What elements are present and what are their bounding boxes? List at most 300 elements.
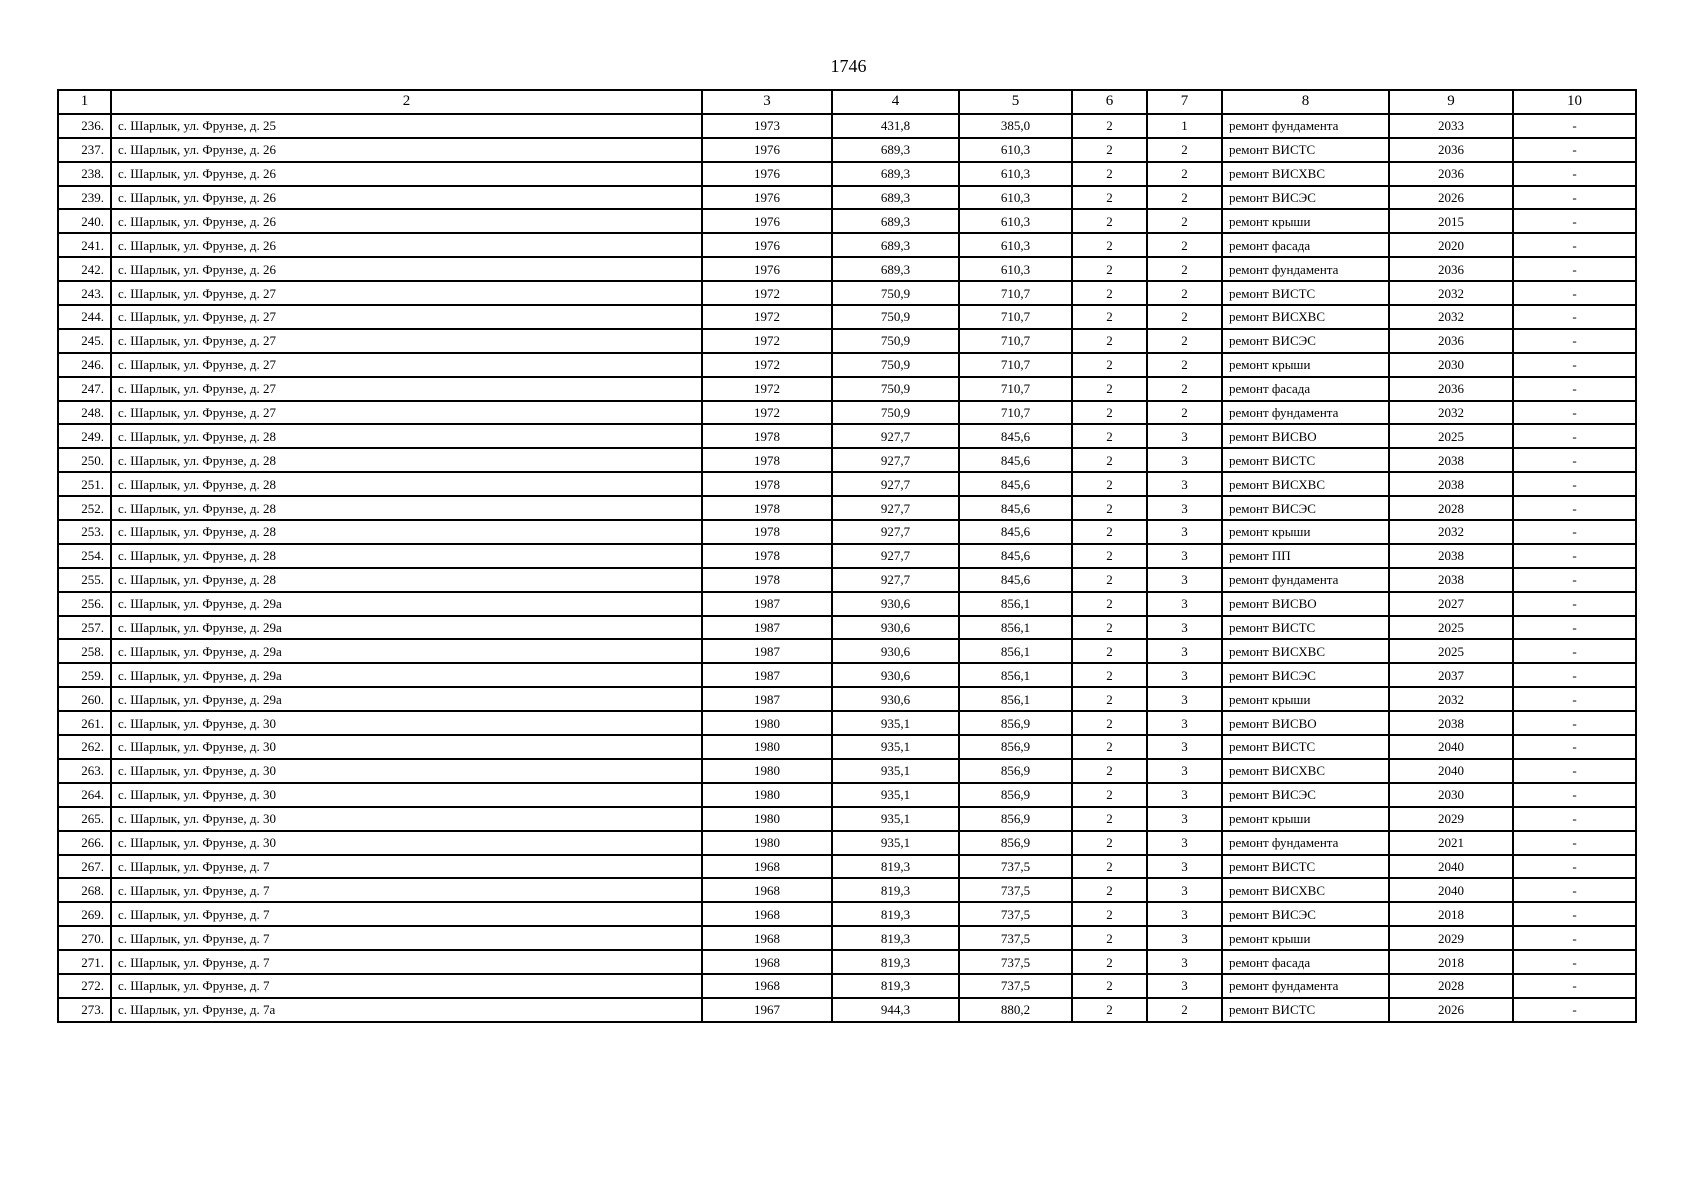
table-cell-col-8: ремонт ВИСХВС — [1222, 759, 1389, 783]
table-cell-col-9: 2040 — [1389, 759, 1513, 783]
table-cell-col-9: 2020 — [1389, 233, 1513, 257]
table-cell-col-2: с. Шарлык, ул. Фрунзе, д. 27 — [111, 401, 702, 425]
table-row — [58, 353, 1636, 377]
table-cell-col-10: - — [1513, 878, 1636, 902]
table-cell-col-5: 385,0 — [959, 114, 1072, 138]
table-cell-col-5: 856,9 — [959, 759, 1072, 783]
table-cell-col-7: 1 — [1147, 114, 1222, 138]
table-cell-col-7: 2 — [1147, 998, 1222, 1022]
table-cell-col-8: ремонт ВИСЭС — [1222, 663, 1389, 687]
table-cell-col-10: - — [1513, 186, 1636, 210]
column-header-6: 6 — [1072, 90, 1147, 114]
table-cell-col-7: 2 — [1147, 377, 1222, 401]
table-cell-col-6: 2 — [1072, 878, 1147, 902]
table-cell-col-10: - — [1513, 162, 1636, 186]
table-cell-col-1: 265. — [58, 807, 111, 831]
table-cell-col-6: 2 — [1072, 209, 1147, 233]
table-cell-col-6: 2 — [1072, 663, 1147, 687]
table-cell-col-1: 257. — [58, 616, 111, 640]
table-cell-col-6: 2 — [1072, 472, 1147, 496]
table-cell-col-5: 737,5 — [959, 950, 1072, 974]
table-cell-col-6: 2 — [1072, 448, 1147, 472]
table-cell-col-1: 264. — [58, 783, 111, 807]
table-row — [58, 998, 1636, 1022]
table-cell-col-4: 930,6 — [832, 592, 959, 616]
table-cell-col-10: - — [1513, 807, 1636, 831]
table-cell-col-4: 819,3 — [832, 950, 959, 974]
table-cell-col-2: с. Шарлык, ул. Фрунзе, д. 27 — [111, 305, 702, 329]
table-cell-col-4: 927,7 — [832, 424, 959, 448]
table-cell-col-7: 3 — [1147, 592, 1222, 616]
table-cell-col-10: - — [1513, 974, 1636, 998]
repair-schedule-table — [57, 89, 1637, 1023]
table-cell-col-9: 2036 — [1389, 257, 1513, 281]
table-cell-col-6: 2 — [1072, 783, 1147, 807]
table-cell-col-4: 689,3 — [832, 186, 959, 210]
table-cell-col-9: 2029 — [1389, 807, 1513, 831]
column-header-2: 2 — [111, 90, 702, 114]
table-row — [58, 281, 1636, 305]
table-cell-col-9: 2038 — [1389, 544, 1513, 568]
table-cell-col-9: 2029 — [1389, 926, 1513, 950]
table-cell-col-8: ремонт фундамента — [1222, 401, 1389, 425]
table-row — [58, 592, 1636, 616]
table-cell-col-9: 2032 — [1389, 401, 1513, 425]
table-cell-col-4: 689,3 — [832, 162, 959, 186]
table-cell-col-5: 737,5 — [959, 878, 1072, 902]
table-cell-col-3: 1968 — [702, 902, 832, 926]
table-cell-col-1: 269. — [58, 902, 111, 926]
table-row — [58, 114, 1636, 138]
table-row — [58, 329, 1636, 353]
table-cell-col-5: 845,6 — [959, 520, 1072, 544]
table-cell-col-4: 927,7 — [832, 520, 959, 544]
column-header-5: 5 — [959, 90, 1072, 114]
table-cell-col-10: - — [1513, 783, 1636, 807]
table-cell-col-2: с. Шарлык, ул. Фрунзе, д. 28 — [111, 472, 702, 496]
table-cell-col-5: 856,1 — [959, 663, 1072, 687]
table-cell-col-1: 268. — [58, 878, 111, 902]
table-cell-col-7: 3 — [1147, 807, 1222, 831]
table-row — [58, 138, 1636, 162]
table-cell-col-2: с. Шарлык, ул. Фрунзе, д. 25 — [111, 114, 702, 138]
table-cell-col-4: 930,6 — [832, 639, 959, 663]
table-cell-col-10: - — [1513, 926, 1636, 950]
table-cell-col-10: - — [1513, 735, 1636, 759]
table-row — [58, 902, 1636, 926]
table-cell-col-3: 1967 — [702, 998, 832, 1022]
table-cell-col-4: 927,7 — [832, 544, 959, 568]
table-cell-col-1: 271. — [58, 950, 111, 974]
table-cell-col-1: 243. — [58, 281, 111, 305]
table-cell-col-3: 1976 — [702, 233, 832, 257]
table-cell-col-9: 2036 — [1389, 329, 1513, 353]
table-cell-col-5: 610,3 — [959, 138, 1072, 162]
table-row — [58, 162, 1636, 186]
table-cell-col-7: 3 — [1147, 639, 1222, 663]
table-cell-col-9: 2030 — [1389, 353, 1513, 377]
table-cell-col-8: ремонт фасада — [1222, 233, 1389, 257]
table-cell-col-3: 1972 — [702, 377, 832, 401]
table-cell-col-9: 2025 — [1389, 639, 1513, 663]
table-cell-col-8: ремонт крыши — [1222, 807, 1389, 831]
table-cell-col-9: 2032 — [1389, 305, 1513, 329]
table-cell-col-7: 3 — [1147, 759, 1222, 783]
table-cell-col-10: - — [1513, 281, 1636, 305]
table-cell-col-2: с. Шарлык, ул. Фрунзе, д. 27 — [111, 329, 702, 353]
table-cell-col-1: 256. — [58, 592, 111, 616]
table-cell-col-9: 2026 — [1389, 998, 1513, 1022]
table-cell-col-10: - — [1513, 233, 1636, 257]
table-cell-col-5: 856,9 — [959, 735, 1072, 759]
table-cell-col-3: 1972 — [702, 281, 832, 305]
table-cell-col-10: - — [1513, 639, 1636, 663]
table-cell-col-2: с. Шарлык, ул. Фрунзе, д. 30 — [111, 831, 702, 855]
table-cell-col-4: 689,3 — [832, 138, 959, 162]
table-cell-col-3: 1987 — [702, 592, 832, 616]
table-row — [58, 974, 1636, 998]
table-row — [58, 855, 1636, 879]
header-row — [58, 90, 1636, 114]
table-cell-col-9: 2028 — [1389, 974, 1513, 998]
table-cell-col-1: 238. — [58, 162, 111, 186]
table-row — [58, 783, 1636, 807]
column-header-7: 7 — [1147, 90, 1222, 114]
table-cell-col-8: ремонт ВИСВО — [1222, 711, 1389, 735]
table-cell-col-6: 2 — [1072, 950, 1147, 974]
table-cell-col-5: 737,5 — [959, 974, 1072, 998]
table-cell-col-9: 2037 — [1389, 663, 1513, 687]
table-cell-col-9: 2032 — [1389, 281, 1513, 305]
column-header-10: 10 — [1513, 90, 1636, 114]
table-cell-col-5: 710,7 — [959, 377, 1072, 401]
table-cell-col-7: 3 — [1147, 663, 1222, 687]
table-cell-col-2: с. Шарлык, ул. Фрунзе, д. 30 — [111, 735, 702, 759]
table-cell-col-7: 2 — [1147, 186, 1222, 210]
table-cell-col-4: 927,7 — [832, 568, 959, 592]
table-cell-col-8: ремонт фундамента — [1222, 974, 1389, 998]
table-cell-col-7: 3 — [1147, 687, 1222, 711]
table-cell-col-10: - — [1513, 305, 1636, 329]
table-cell-col-3: 1972 — [702, 305, 832, 329]
column-header-8: 8 — [1222, 90, 1389, 114]
table-cell-col-4: 935,1 — [832, 783, 959, 807]
table-cell-col-2: с. Шарлык, ул. Фрунзе, д. 7а — [111, 998, 702, 1022]
table-cell-col-5: 856,1 — [959, 639, 1072, 663]
table-cell-col-7: 2 — [1147, 353, 1222, 377]
table-cell-col-5: 845,6 — [959, 424, 1072, 448]
table-cell-col-5: 710,7 — [959, 401, 1072, 425]
page-number: 1746 — [830, 56, 867, 76]
table-cell-col-4: 927,7 — [832, 448, 959, 472]
table-cell-col-1: 263. — [58, 759, 111, 783]
table-row — [58, 305, 1636, 329]
table-cell-col-8: ремонт ВИСХВС — [1222, 162, 1389, 186]
table-cell-col-8: ремонт фундамента — [1222, 257, 1389, 281]
table-row — [58, 950, 1636, 974]
table-cell-col-3: 1980 — [702, 783, 832, 807]
table-cell-col-8: ремонт ВИСХВС — [1222, 639, 1389, 663]
table-cell-col-1: 240. — [58, 209, 111, 233]
table-cell-col-2: с. Шарлык, ул. Фрунзе, д. 27 — [111, 281, 702, 305]
table-cell-col-10: - — [1513, 544, 1636, 568]
table-cell-col-7: 3 — [1147, 855, 1222, 879]
table-cell-col-2: с. Шарлык, ул. Фрунзе, д. 7 — [111, 878, 702, 902]
column-header-3: 3 — [702, 90, 832, 114]
table-cell-col-10: - — [1513, 855, 1636, 879]
table-cell-col-8: ремонт ВИСТС — [1222, 616, 1389, 640]
table-cell-col-3: 1978 — [702, 448, 832, 472]
table-cell-col-3: 1968 — [702, 974, 832, 998]
table-cell-col-4: 750,9 — [832, 305, 959, 329]
table-cell-col-5: 856,9 — [959, 783, 1072, 807]
table-cell-col-5: 845,6 — [959, 496, 1072, 520]
table-cell-col-10: - — [1513, 138, 1636, 162]
table-cell-col-8: ремонт ВИСВО — [1222, 424, 1389, 448]
table-cell-col-4: 750,9 — [832, 281, 959, 305]
table-row — [58, 926, 1636, 950]
table-cell-col-4: 819,3 — [832, 926, 959, 950]
table-cell-col-9: 2025 — [1389, 616, 1513, 640]
table-cell-col-9: 2033 — [1389, 114, 1513, 138]
table-cell-col-7: 3 — [1147, 496, 1222, 520]
table-cell-col-2: с. Шарлык, ул. Фрунзе, д. 26 — [111, 138, 702, 162]
table-row — [58, 663, 1636, 687]
table-cell-col-3: 1978 — [702, 472, 832, 496]
table-cell-col-8: ремонт ВИСТС — [1222, 448, 1389, 472]
table-cell-col-4: 689,3 — [832, 233, 959, 257]
table-cell-col-10: - — [1513, 209, 1636, 233]
table-cell-col-5: 737,5 — [959, 902, 1072, 926]
table-cell-col-8: ремонт ВИСХВС — [1222, 305, 1389, 329]
table-cell-col-3: 1968 — [702, 950, 832, 974]
table-cell-col-7: 3 — [1147, 448, 1222, 472]
table-cell-col-5: 610,3 — [959, 233, 1072, 257]
table-cell-col-10: - — [1513, 520, 1636, 544]
table-cell-col-8: ремонт ПП — [1222, 544, 1389, 568]
table-cell-col-1: 236. — [58, 114, 111, 138]
table-row — [58, 186, 1636, 210]
table-cell-col-3: 1978 — [702, 424, 832, 448]
table-cell-col-9: 2028 — [1389, 496, 1513, 520]
table-cell-col-2: с. Шарлык, ул. Фрунзе, д. 26 — [111, 233, 702, 257]
table-cell-col-1: 245. — [58, 329, 111, 353]
table-cell-col-6: 2 — [1072, 831, 1147, 855]
table-cell-col-9: 2040 — [1389, 878, 1513, 902]
table-cell-col-5: 610,3 — [959, 186, 1072, 210]
table-cell-col-10: - — [1513, 902, 1636, 926]
table-cell-col-1: 249. — [58, 424, 111, 448]
table-cell-col-4: 930,6 — [832, 663, 959, 687]
table-cell-col-6: 2 — [1072, 568, 1147, 592]
table-cell-col-9: 2021 — [1389, 831, 1513, 855]
table-cell-col-7: 3 — [1147, 950, 1222, 974]
table-cell-col-3: 1972 — [702, 353, 832, 377]
table-cell-col-8: ремонт фасада — [1222, 950, 1389, 974]
table-cell-col-4: 819,3 — [832, 902, 959, 926]
table-cell-col-3: 1987 — [702, 687, 832, 711]
column-header-4: 4 — [832, 90, 959, 114]
table-row — [58, 233, 1636, 257]
table-cell-col-7: 2 — [1147, 138, 1222, 162]
table-cell-col-4: 927,7 — [832, 472, 959, 496]
table-cell-col-2: с. Шарлык, ул. Фрунзе, д. 29а — [111, 639, 702, 663]
table-cell-col-3: 1978 — [702, 496, 832, 520]
table-cell-col-3: 1980 — [702, 759, 832, 783]
table-cell-col-1: 251. — [58, 472, 111, 496]
table-cell-col-1: 259. — [58, 663, 111, 687]
table-cell-col-8: ремонт ВИСВО — [1222, 592, 1389, 616]
table-cell-col-3: 1976 — [702, 162, 832, 186]
table-cell-col-5: 710,7 — [959, 281, 1072, 305]
table-cell-col-2: с. Шарлык, ул. Фрунзе, д. 29а — [111, 616, 702, 640]
table-cell-col-8: ремонт крыши — [1222, 687, 1389, 711]
table-cell-col-2: с. Шарлык, ул. Фрунзе, д. 26 — [111, 257, 702, 281]
table-cell-col-8: ремонт ВИСТС — [1222, 735, 1389, 759]
table-cell-col-6: 2 — [1072, 424, 1147, 448]
table-cell-col-6: 2 — [1072, 401, 1147, 425]
table-cell-col-7: 3 — [1147, 472, 1222, 496]
table-cell-col-8: ремонт ВИСТС — [1222, 138, 1389, 162]
table-cell-col-6: 2 — [1072, 592, 1147, 616]
table-cell-col-9: 2032 — [1389, 520, 1513, 544]
table-cell-col-1: 252. — [58, 496, 111, 520]
table-cell-col-8: ремонт ВИСЭС — [1222, 783, 1389, 807]
table-cell-col-10: - — [1513, 568, 1636, 592]
table-cell-col-5: 710,7 — [959, 329, 1072, 353]
table-cell-col-2: с. Шарлык, ул. Фрунзе, д. 27 — [111, 377, 702, 401]
table-cell-col-10: - — [1513, 831, 1636, 855]
table-cell-col-4: 431,8 — [832, 114, 959, 138]
table-cell-col-6: 2 — [1072, 639, 1147, 663]
table-cell-col-4: 750,9 — [832, 353, 959, 377]
table-cell-col-3: 1980 — [702, 711, 832, 735]
table-cell-col-2: с. Шарлык, ул. Фрунзе, д. 7 — [111, 974, 702, 998]
table-cell-col-9: 2026 — [1389, 186, 1513, 210]
table-cell-col-6: 2 — [1072, 305, 1147, 329]
table-cell-col-5: 880,2 — [959, 998, 1072, 1022]
table-cell-col-2: с. Шарлык, ул. Фрунзе, д. 26 — [111, 209, 702, 233]
table-row — [58, 735, 1636, 759]
table-cell-col-7: 3 — [1147, 831, 1222, 855]
table-cell-col-5: 856,9 — [959, 711, 1072, 735]
table-cell-col-6: 2 — [1072, 520, 1147, 544]
table-cell-col-6: 2 — [1072, 807, 1147, 831]
table-cell-col-4: 750,9 — [832, 377, 959, 401]
table-cell-col-9: 2032 — [1389, 687, 1513, 711]
column-header-1: 1 — [58, 90, 111, 114]
table-cell-col-10: - — [1513, 950, 1636, 974]
table-cell-col-5: 856,9 — [959, 807, 1072, 831]
table-row — [58, 377, 1636, 401]
table-cell-col-4: 689,3 — [832, 209, 959, 233]
table-cell-col-1: 246. — [58, 353, 111, 377]
table-row — [58, 568, 1636, 592]
table-cell-col-3: 1972 — [702, 329, 832, 353]
table-row — [58, 424, 1636, 448]
table-cell-col-8: ремонт ВИСЭС — [1222, 329, 1389, 353]
table-cell-col-6: 2 — [1072, 687, 1147, 711]
table-cell-col-6: 2 — [1072, 114, 1147, 138]
table-cell-col-1: 247. — [58, 377, 111, 401]
table-cell-col-2: с. Шарлык, ул. Фрунзе, д. 28 — [111, 568, 702, 592]
table-cell-col-4: 750,9 — [832, 401, 959, 425]
table-cell-col-1: 272. — [58, 974, 111, 998]
table-cell-col-7: 2 — [1147, 257, 1222, 281]
table-cell-col-2: с. Шарлык, ул. Фрунзе, д. 28 — [111, 448, 702, 472]
table-cell-col-4: 819,3 — [832, 974, 959, 998]
table-cell-col-5: 856,1 — [959, 592, 1072, 616]
table-row — [58, 687, 1636, 711]
table-cell-col-7: 3 — [1147, 520, 1222, 544]
table-cell-col-5: 856,1 — [959, 616, 1072, 640]
table-cell-col-1: 260. — [58, 687, 111, 711]
table-cell-col-5: 856,1 — [959, 687, 1072, 711]
table-cell-col-2: с. Шарлык, ул. Фрунзе, д. 28 — [111, 520, 702, 544]
table-cell-col-5: 610,3 — [959, 162, 1072, 186]
table-cell-col-9: 2038 — [1389, 472, 1513, 496]
table-cell-col-4: 927,7 — [832, 496, 959, 520]
table-cell-col-8: ремонт ВИСЭС — [1222, 186, 1389, 210]
table-cell-col-9: 2038 — [1389, 711, 1513, 735]
table-cell-col-5: 737,5 — [959, 926, 1072, 950]
table-cell-col-6: 2 — [1072, 353, 1147, 377]
table-cell-col-10: - — [1513, 616, 1636, 640]
table-cell-col-7: 3 — [1147, 974, 1222, 998]
table-row — [58, 639, 1636, 663]
table-cell-col-6: 2 — [1072, 711, 1147, 735]
table-cell-col-3: 1980 — [702, 735, 832, 759]
table-cell-col-5: 856,9 — [959, 831, 1072, 855]
table-cell-col-8: ремонт фундамента — [1222, 114, 1389, 138]
table-cell-col-6: 2 — [1072, 186, 1147, 210]
table-cell-col-7: 3 — [1147, 735, 1222, 759]
table-cell-col-4: 930,6 — [832, 616, 959, 640]
table-cell-col-5: 610,3 — [959, 209, 1072, 233]
table-cell-col-10: - — [1513, 592, 1636, 616]
table-cell-col-2: с. Шарлык, ул. Фрунзе, д. 26 — [111, 186, 702, 210]
table-row — [58, 831, 1636, 855]
table-cell-col-9: 2036 — [1389, 138, 1513, 162]
table-cell-col-2: с. Шарлык, ул. Фрунзе, д. 7 — [111, 902, 702, 926]
table-cell-col-10: - — [1513, 663, 1636, 687]
table-cell-col-1: 250. — [58, 448, 111, 472]
table-cell-col-7: 3 — [1147, 711, 1222, 735]
table-row — [58, 401, 1636, 425]
table-cell-col-3: 1973 — [702, 114, 832, 138]
table-cell-col-8: ремонт ВИСЭС — [1222, 496, 1389, 520]
table-cell-col-1: 253. — [58, 520, 111, 544]
table-cell-col-6: 2 — [1072, 329, 1147, 353]
table-cell-col-2: с. Шарлык, ул. Фрунзе, д. 29а — [111, 663, 702, 687]
table-cell-col-5: 845,6 — [959, 568, 1072, 592]
table-cell-col-6: 2 — [1072, 735, 1147, 759]
table-body — [58, 114, 1636, 1022]
table-cell-col-7: 2 — [1147, 329, 1222, 353]
table-cell-col-1: 242. — [58, 257, 111, 281]
table-cell-col-3: 1978 — [702, 568, 832, 592]
table-cell-col-1: 239. — [58, 186, 111, 210]
table-cell-col-1: 262. — [58, 735, 111, 759]
table-cell-col-10: - — [1513, 759, 1636, 783]
table-cell-col-2: с. Шарлык, ул. Фрунзе, д. 28 — [111, 496, 702, 520]
table-row — [58, 544, 1636, 568]
table-cell-col-4: 935,1 — [832, 759, 959, 783]
table-cell-col-7: 2 — [1147, 233, 1222, 257]
table-cell-col-10: - — [1513, 377, 1636, 401]
table-row — [58, 448, 1636, 472]
table-cell-col-4: 935,1 — [832, 807, 959, 831]
